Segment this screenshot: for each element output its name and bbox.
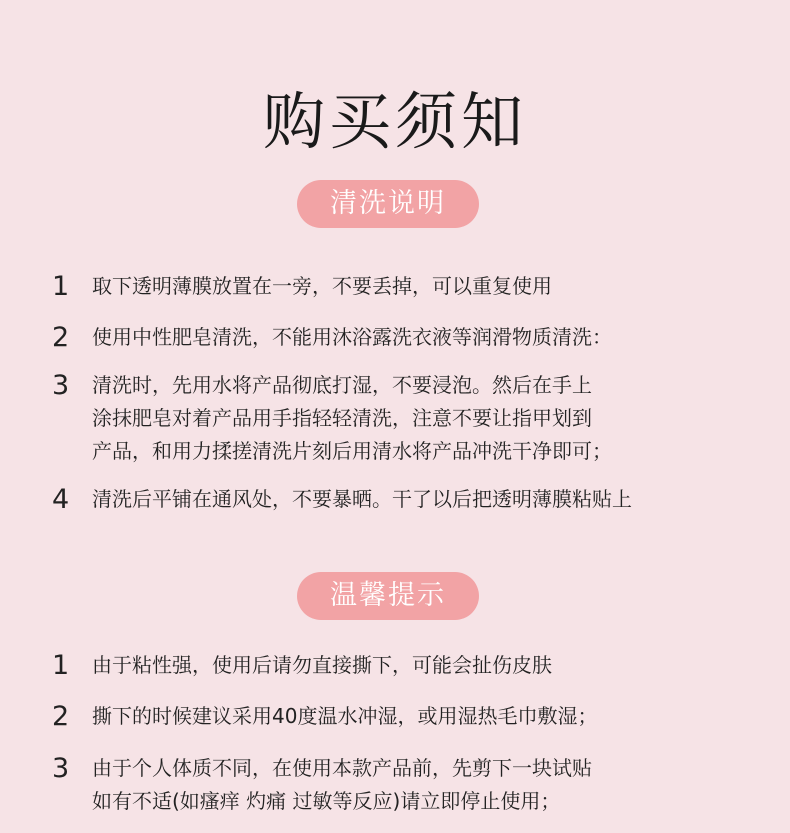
item-number: 1: [52, 271, 70, 302]
item-text: 由于个人体质不同，在使用本款产品前，先剪下一块试贴: [92, 756, 592, 780]
item-text: 产品，和用力揉搓清洗片刻后用清水将产品冲洗干净即可；: [92, 439, 612, 463]
item-number: 3: [52, 753, 70, 784]
item-text: 撕下的时候建议采用40度温水冲湿，或用湿热毛巾敷湿；: [92, 704, 598, 728]
item-number: 1: [52, 650, 70, 681]
item-text: 清洗时，先用水将产品彻底打湿，不要浸泡。然后在手上: [92, 373, 592, 397]
item-text: 清洗后平铺在通风处，不要暴晒。干了以后把透明薄膜粘贴上: [92, 487, 632, 511]
item-number: 4: [52, 484, 70, 515]
item-text: 取下透明薄膜放置在一旁，不要丢掉，可以重复使用: [92, 274, 552, 298]
item-number: 2: [52, 322, 70, 353]
item-text: 使用中性肥皂清洗，不能用沐浴露洗衣液等润滑物质清洗：: [92, 325, 612, 349]
item-text: 由于粘性强，使用后请勿直接撕下，可能会扯伤皮肤: [92, 653, 552, 677]
item-number: 2: [52, 701, 70, 732]
item-number: 3: [52, 370, 70, 401]
item-text: 如有不适(如瘙痒 灼痛 过敏等反应)请立即停止使用；: [92, 789, 561, 813]
section-heading-cleaning: 清洗说明: [297, 180, 479, 228]
section-heading-tips: 温馨提示: [297, 572, 479, 620]
item-text: 涂抹肥皂对着产品用手指轻轻清洗，注意不要让指甲划到: [92, 406, 592, 430]
page-title: 购买须知: [262, 85, 527, 158]
